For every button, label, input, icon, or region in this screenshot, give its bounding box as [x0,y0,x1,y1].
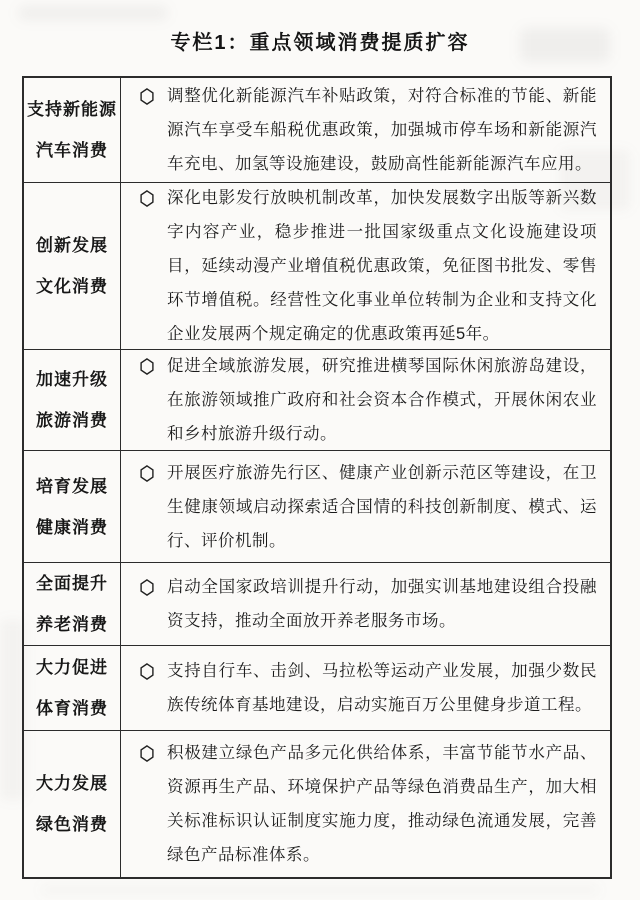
hollow-diamond-bullet-icon [140,745,154,762]
category-label-line-2: 绿色消费 [36,815,108,834]
scan-smudge [40,885,600,895]
category-cell [24,646,121,730]
category-label-line-1: 加速升级 [36,370,108,389]
content-block [140,736,597,872]
content-block [140,79,597,181]
content-cell [121,183,610,349]
category-label-line-1: 全面提升 [36,574,108,593]
category-label-line-1: 大力促进 [36,658,108,677]
hollow-diamond-bullet-icon [140,465,154,482]
hollow-diamond-bullet-icon [140,663,154,680]
content-cell [121,78,610,182]
content-block [140,570,597,638]
hollow-diamond-bullet-icon [140,579,154,596]
category-cell [24,731,121,877]
category-cell [24,563,121,645]
hollow-diamond-bullet-icon [140,88,154,105]
table-row [24,350,610,451]
content-block [140,183,597,350]
content-cell [121,563,610,645]
content-text: 启动全国家政培训提升行动，加强实训基地建设组合投融资支持，推动全面放开养老服务市场。 [167,578,597,630]
category-label-line-1: 创新发展 [36,236,108,255]
category-label-line-1: 培育发展 [36,476,108,496]
content-text: 促进全域旅游发展，研究推进横琴国际休闲旅游岛建设，在旅游领域推广政府和社会资本合作模式，开展休闲农业和乡村旅游升级行动。 [167,357,597,443]
content-text: 开展医疗旅游先行区、健康产业创新示范区等建设，在卫生健康领域启动探索适合国情的科技创新制度、模式、运行、评价机制。 [167,463,597,550]
content-block [140,654,597,722]
table-rows [24,78,610,877]
category-cell [24,78,121,182]
scan-smudge [18,6,168,20]
content-text: 支持自行车、击剑、马拉松等运动产业发展，加强少数民族传统体育基地建设，启动实施百万公里健身步道工程。 [167,662,597,714]
category-label-line-1: 大力发展 [36,774,108,793]
page-title: 专栏1：重点领域消费提质扩容 [170,32,470,54]
category-label-line-1: 支持新能源 [27,100,117,119]
category-label-line-2: 汽车消费 [36,141,108,160]
content-text: 积极建立绿色产品多元化供给体系，丰富节能节水产品、资源再生产品、环境保护产品等绿色消费品生产，加大相关标准标识认证制度实施力度，推动绿色流通发展，完善绿色产品标准体系。 [167,744,597,864]
table-row [24,183,610,350]
content-cell [121,350,610,450]
consumption-table [22,76,612,879]
content-block [140,456,597,558]
category-cell [24,350,121,450]
content-cell [121,451,610,562]
category-label-line-2: 健康消费 [36,517,108,537]
content-block [140,350,597,451]
table-row [24,451,610,563]
table-row [24,563,610,646]
category-cell [24,451,121,562]
category-label-line-2: 养老消费 [36,615,108,634]
table-row [24,78,610,183]
table-row [24,731,610,877]
category-label-line-2: 旅游消费 [36,411,108,430]
category-label-line-2: 文化消费 [36,277,108,296]
content-cell [121,731,610,877]
table-row [24,646,610,731]
content-text: 深化电影发行放映机制改革，加快发展数字出版等新兴数字内容产业，稳步推进一批国家级重点文化设施建设项目，延续动漫产业增值税优惠政策，免征图书批发、零售环节增值税。经营性文化事业单位转制为企业和支持文化企业发展两个规定确定的优惠政策再延5年。 [167,189,597,343]
content-text: 调整优化新能源汽车补贴政策，对符合标准的节能、新能源汽车享受车船税优惠政策，加强城市停车场和新能源汽车充电、加氢等设施建设，鼓励高性能新能源汽车应用。 [167,87,597,173]
hollow-diamond-bullet-icon [140,358,154,375]
hollow-diamond-bullet-icon [140,190,154,207]
category-cell [24,183,121,349]
content-cell [121,646,610,730]
category-label-line-2: 体育消费 [36,699,108,718]
